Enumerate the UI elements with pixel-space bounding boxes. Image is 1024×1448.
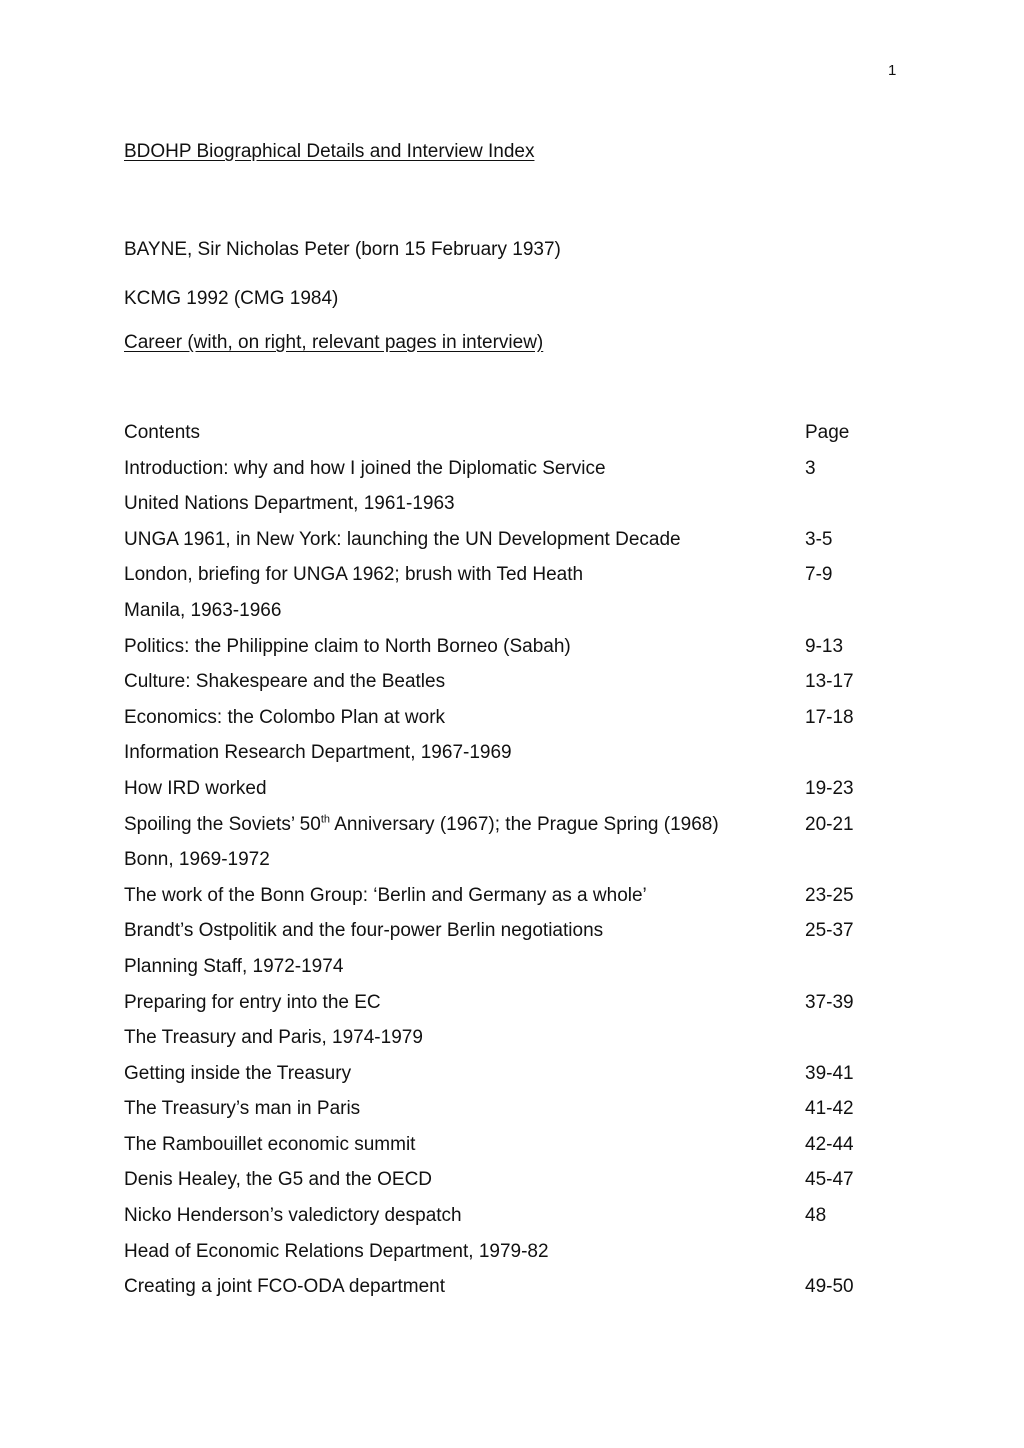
contents-row-page: 49-50 xyxy=(805,1276,854,1298)
contents-row-title: London, briefing for UNGA 1962; brush with Ted Heath xyxy=(124,564,584,586)
contents-row-title: Culture: Shakespeare and the Beatles xyxy=(124,671,446,693)
contents-row xyxy=(124,451,884,487)
contents-row xyxy=(124,664,884,700)
contents-row-page: 45-47 xyxy=(805,1169,854,1191)
contents-row-title: The Rambouillet economic summit xyxy=(124,1133,416,1155)
contents-section-row xyxy=(124,949,884,985)
contents-row xyxy=(124,771,884,807)
contents-table xyxy=(124,415,884,1305)
contents-row xyxy=(124,985,884,1021)
contents-row-title: Brandt’s Ostpolitik and the four-power Berlin negotiations xyxy=(124,920,604,942)
contents-row-title: Preparing for entry into the EC xyxy=(124,991,381,1013)
contents-row-title: How IRD worked xyxy=(124,777,267,799)
contents-row-page: 3 xyxy=(805,457,816,479)
contents-row-title: Information Research Department, 1967-1969 xyxy=(124,742,512,764)
contents-row-title-start: Spoiling the Soviets’ 50 xyxy=(124,813,321,835)
contents-row-title: Getting inside the Treasury xyxy=(124,1062,352,1084)
contents-row xyxy=(124,1269,884,1305)
document-heading: BDOHP Biographical Details and Interview Index xyxy=(124,141,535,162)
contents-row xyxy=(124,1127,884,1163)
contents-section-row xyxy=(124,486,884,522)
career-note: Career (with, on right, relevant pages in interview) xyxy=(124,332,544,353)
contents-row xyxy=(124,913,884,949)
contents-row xyxy=(124,1091,884,1127)
contents-row-title: Politics: the Philippine claim to North Borneo (Sabah) xyxy=(124,635,571,657)
contents-row-page: 19-23 xyxy=(805,777,854,799)
contents-row-page: 48 xyxy=(805,1205,827,1227)
contents-header-page: Page xyxy=(805,422,850,443)
contents-row xyxy=(124,1056,884,1092)
page-number: 1 xyxy=(888,62,897,79)
contents-section-row xyxy=(124,593,884,629)
contents-row-title: Bonn, 1969-1972 xyxy=(124,849,270,871)
contents-row-page: 39-41 xyxy=(805,1062,854,1084)
contents-row-page: 25-37 xyxy=(805,920,854,942)
contents-row-title: The Treasury and Paris, 1974-1979 xyxy=(124,1027,423,1049)
contents-header-row xyxy=(124,415,884,451)
contents-row-page: 17-18 xyxy=(805,706,854,728)
subject-name: BAYNE, Sir Nicholas Peter (born 15 February 1937) xyxy=(124,239,561,260)
contents-row-title: Denis Healey, the G5 and the OECD xyxy=(124,1169,433,1191)
contents-row-title: UNGA 1961, in New York: launching the UN Development Decade xyxy=(124,528,681,550)
subject-honours: KCMG 1992 (CMG 1984) xyxy=(124,288,339,309)
contents-row-page: 41-42 xyxy=(805,1098,854,1120)
contents-row xyxy=(124,700,884,736)
contents-section-row xyxy=(124,1020,884,1056)
contents-row-title: Manila, 1963-1966 xyxy=(124,599,282,621)
contents-row-page: 42-44 xyxy=(805,1133,854,1155)
contents-row-title: Introduction: why and how I joined the Diplomatic Service xyxy=(124,457,606,479)
contents-row-page: 37-39 xyxy=(805,991,854,1013)
contents-row-title: United Nations Department, 1961-1963 xyxy=(124,493,455,515)
contents-row-page: 13-17 xyxy=(805,671,854,693)
contents-row-page: 20-21 xyxy=(805,813,854,835)
contents-row-page: 9-13 xyxy=(805,635,844,657)
contents-section-row xyxy=(124,735,884,771)
contents-row-title: Nicko Henderson’s valedictory despatch xyxy=(124,1205,462,1227)
contents-row xyxy=(124,1162,884,1198)
contents-row xyxy=(124,807,884,843)
contents-row-title-end: Anniversary (1967); the Prague Spring (1968) xyxy=(330,813,719,835)
contents-header-title: Contents xyxy=(124,422,201,443)
contents-row xyxy=(124,878,884,914)
contents-row xyxy=(124,557,884,593)
contents-row-title xyxy=(124,807,719,843)
contents-row-page: 7-9 xyxy=(805,564,833,586)
contents-row-page: 3-5 xyxy=(805,528,833,550)
contents-row-title: The Treasury’s man in Paris xyxy=(124,1098,361,1120)
ordinal-suffix: th xyxy=(320,813,330,826)
contents-row xyxy=(124,629,884,665)
contents-row-title: Planning Staff, 1972-1974 xyxy=(124,955,344,977)
contents-row-title: Creating a joint FCO-ODA department xyxy=(124,1276,446,1298)
contents-row xyxy=(124,522,884,558)
contents-row-title: The work of the Bonn Group: ‘Berlin and Germany as a whole’ xyxy=(124,884,647,906)
contents-row xyxy=(124,1198,884,1234)
contents-row-title: Economics: the Colombo Plan at work xyxy=(124,706,446,728)
contents-section-row xyxy=(124,1234,884,1270)
contents-row-page: 23-25 xyxy=(805,884,854,906)
contents-row-title: Head of Economic Relations Department, 1979-82 xyxy=(124,1240,549,1262)
contents-section-row xyxy=(124,842,884,878)
